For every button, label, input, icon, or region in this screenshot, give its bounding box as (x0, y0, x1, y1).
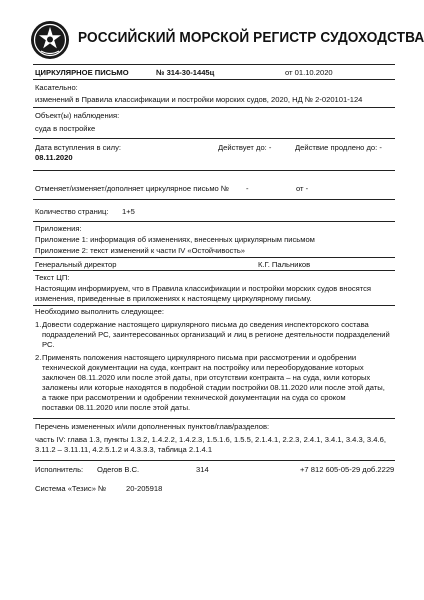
rs-emblem-icon (30, 20, 70, 60)
text-cp-line: Настоящим информируем, что в Правила классификации и постройки морских судов вносятся (35, 284, 372, 293)
system-label: Система «Тезис» № (35, 484, 107, 493)
entry-date-value: 08.11.2020 (35, 153, 73, 162)
header-divider (33, 64, 395, 65)
appendix-1: Приложение 1: информация об изменениях, внесенных циркулярным письмом (35, 235, 315, 244)
action-line: РС. (42, 340, 55, 349)
entry-date-label: Дата вступления в силу: (35, 143, 121, 152)
divider (33, 138, 395, 139)
action-line: технической документации на суда, контракт на постройку или переоборудование которых (42, 363, 364, 372)
executor-name: Одегов В.С. (97, 465, 140, 474)
letter-number: № 314-30-1445ц (156, 68, 215, 77)
action-line: поставки 08.11.2020 или после этой даты. (42, 403, 191, 412)
objects-label: Объект(ы) наблюдения: (35, 111, 120, 120)
action-line: Довести содержание настоящего циркулярного письма до сведения инспекторского состава (42, 320, 369, 329)
letter-date: от 01.10.2020 (285, 68, 333, 77)
divider (33, 270, 395, 271)
action-line: а также при рассмотрении и одобрении технической документации на суда со сроком (42, 393, 346, 402)
actions-label: Необходимо выполнить следующее: (35, 307, 165, 316)
signer-position: Генеральный директор (35, 260, 117, 269)
executor-code: 314 (196, 465, 209, 474)
action-line: заложены или которые находятся в подобной стадии постройки 08.11.2020 или после этой даты, (42, 383, 385, 392)
cancels-text: Отменяет/изменяет/дополняет циркулярное письмо № (35, 184, 230, 193)
changes-line: 3.11.2 – 3.11.11, 4.2.5.1.2 и 4.3.3.3, таблица 2.1.4.1 (35, 445, 213, 454)
divider (33, 418, 395, 419)
valid-until: Действует до: - (218, 143, 272, 152)
cancels-number: - (246, 184, 249, 193)
executor-phone: +7 812 605-05-29 доб.2229 (300, 465, 395, 474)
action-number: 2. (35, 353, 42, 362)
signer-name: К.Г. Пальников (258, 260, 311, 269)
system-number: 20-205918 (126, 484, 163, 493)
action-line: Применять положения настоящего циркулярного письма при рассмотрении и одобрении (42, 353, 357, 362)
changes-label: Перечень измененных и/или дополненных пунктов/глав/разделов: (35, 422, 270, 431)
extended-until: Действие продлено до: - (295, 143, 382, 152)
cancels-from: от - (296, 184, 309, 193)
text-cp-line: изменения, приведенные в приложениях к настоящему циркулярному письму. (35, 294, 312, 303)
subject-value: изменений в Правила классификации и постройки морских судов, 2020, НД № 2-020101-124 (35, 95, 363, 104)
text-cp-label: Текст ЦП: (35, 273, 70, 282)
executor-label: Исполнитель: (35, 465, 84, 474)
divider (33, 170, 395, 171)
action-line: заключен 08.11.2020 или после этой даты, при отсутствии контракта – на суда, кили которых (42, 373, 371, 382)
divider (33, 257, 395, 258)
subject-label: Касательно: (35, 83, 78, 92)
divider (33, 460, 395, 461)
changes-line: часть IV: глава 1.3, пункты 1.3.2, 1.4.2.2, 1.4.2.3, 1.5.1.6, 1.5.5, 2.1.4.1, 2.2.3, 2.4.1, 3.4.1, 3.4.3, 3.4.6, (35, 435, 386, 444)
document-header (30, 20, 424, 64)
organization-name: РОССИЙСКИЙ МОРСКОЙ РЕГИСТР СУДОХОДСТВА (78, 30, 424, 46)
pages-label: Количество страниц: (35, 207, 109, 216)
appendices-label: Приложения: (35, 224, 82, 233)
title-divider (33, 79, 395, 80)
divider (33, 305, 395, 306)
appendix-2: Приложение 2: текст изменений к части IV «Остойчивость» (35, 246, 246, 255)
divider (33, 107, 395, 108)
doc-type: ЦИРКУЛЯРНОЕ ПИСЬМО (35, 68, 129, 77)
pages-value: 1+5 (122, 207, 135, 216)
action-number: 1. (35, 320, 42, 329)
divider (33, 221, 395, 222)
objects-value: суда в постройке (35, 124, 96, 133)
divider (33, 199, 395, 200)
action-line: подразделений РС, заинтересованных организаций и лиц в регионе деятельности подразделений (42, 330, 390, 339)
